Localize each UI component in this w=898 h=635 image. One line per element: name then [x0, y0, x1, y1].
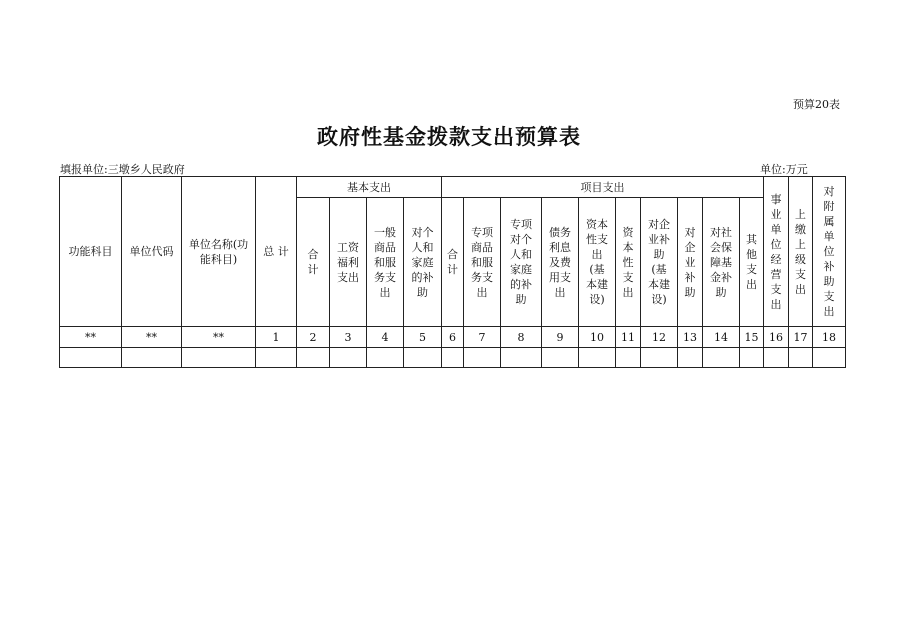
header-affiliated: 对附属单位补助支出 [813, 177, 846, 327]
number-cell: 1 [256, 327, 297, 348]
form-number: 预算20表 [793, 98, 840, 111]
header-proj-other: 其他支出 [740, 198, 764, 327]
header-basic-subtotal: 合计 [297, 198, 330, 327]
header-row-1 [60, 177, 846, 198]
header-proj-social: 对社会保障基金补助 [703, 198, 740, 327]
number-cell: 16 [764, 327, 789, 348]
empty-cell [579, 348, 616, 368]
empty-cell [789, 348, 813, 368]
header-proj-capital-build: 资本性支出(基本建设) [579, 198, 616, 327]
empty-cell [404, 348, 442, 368]
number-cell: 13 [678, 327, 703, 348]
number-cell: ** [122, 327, 182, 348]
empty-cell [464, 348, 501, 368]
header-proj-debt: 债务利息及费用支出 [542, 198, 579, 327]
header-unit-name: 单位名称(功能科目) [182, 177, 256, 327]
empty-cell [616, 348, 641, 368]
header-project-group: 项目支出 [442, 177, 764, 198]
empty-cell [442, 348, 464, 368]
number-cell: 2 [297, 327, 330, 348]
empty-cell [256, 348, 297, 368]
empty-cell [813, 348, 846, 368]
header-proj-personal: 专项对个人和家庭的补助 [501, 198, 542, 327]
number-cell: 17 [789, 327, 813, 348]
empty-data-row [60, 348, 846, 368]
header-basic-group: 基本支出 [297, 177, 442, 198]
number-cell: 12 [641, 327, 678, 348]
number-cell: 18 [813, 327, 846, 348]
empty-cell [182, 348, 256, 368]
empty-cell [501, 348, 542, 368]
header-upper-payment: 上缴上级支出 [789, 177, 813, 327]
empty-cell [740, 348, 764, 368]
empty-cell [330, 348, 367, 368]
number-cell: 8 [501, 327, 542, 348]
number-cell: 15 [740, 327, 764, 348]
empty-cell [542, 348, 579, 368]
header-func-subject: 功能科目 [60, 177, 122, 327]
page-title: 政府性基金拨款支出预算表 [317, 125, 581, 149]
empty-cell [678, 348, 703, 368]
number-cell: 4 [367, 327, 404, 348]
amount-unit: 单位:万元 [760, 163, 808, 176]
header-proj-enterprise: 对企业补助 [678, 198, 703, 327]
number-cell: 3 [330, 327, 367, 348]
number-cell: 14 [703, 327, 740, 348]
empty-cell [122, 348, 182, 368]
empty-cell [764, 348, 789, 368]
header-proj-goods: 专项商品和服务支出 [464, 198, 501, 327]
budget-table [59, 176, 846, 368]
header-proj-capital: 资本性支出 [616, 198, 641, 327]
number-cell: 11 [616, 327, 641, 348]
number-cell: 7 [464, 327, 501, 348]
header-basic-goods: 一般商品和服务支出 [367, 198, 404, 327]
empty-cell [641, 348, 678, 368]
empty-cell [60, 348, 122, 368]
number-cell: ** [182, 327, 256, 348]
number-cell: 9 [542, 327, 579, 348]
empty-cell [703, 348, 740, 368]
header-proj-enterprise-build: 对企业补助(基本建设) [641, 198, 678, 327]
empty-cell [367, 348, 404, 368]
header-biz-unit: 事业单位经营支出 [764, 177, 789, 327]
empty-cell [297, 348, 330, 368]
header-basic-wages: 工资福利支出 [330, 198, 367, 327]
header-total: 总 计 [256, 177, 297, 327]
number-cell: 6 [442, 327, 464, 348]
header-unit-code: 单位代码 [122, 177, 182, 327]
number-cell: 10 [579, 327, 616, 348]
filling-unit: 填报单位:三墩乡人民政府 [60, 163, 185, 176]
number-cell: ** [60, 327, 122, 348]
column-number-row [60, 327, 846, 348]
header-proj-subtotal: 合计 [442, 198, 464, 327]
number-cell: 5 [404, 327, 442, 348]
header-basic-personal: 对个人和家庭的补助 [404, 198, 442, 327]
